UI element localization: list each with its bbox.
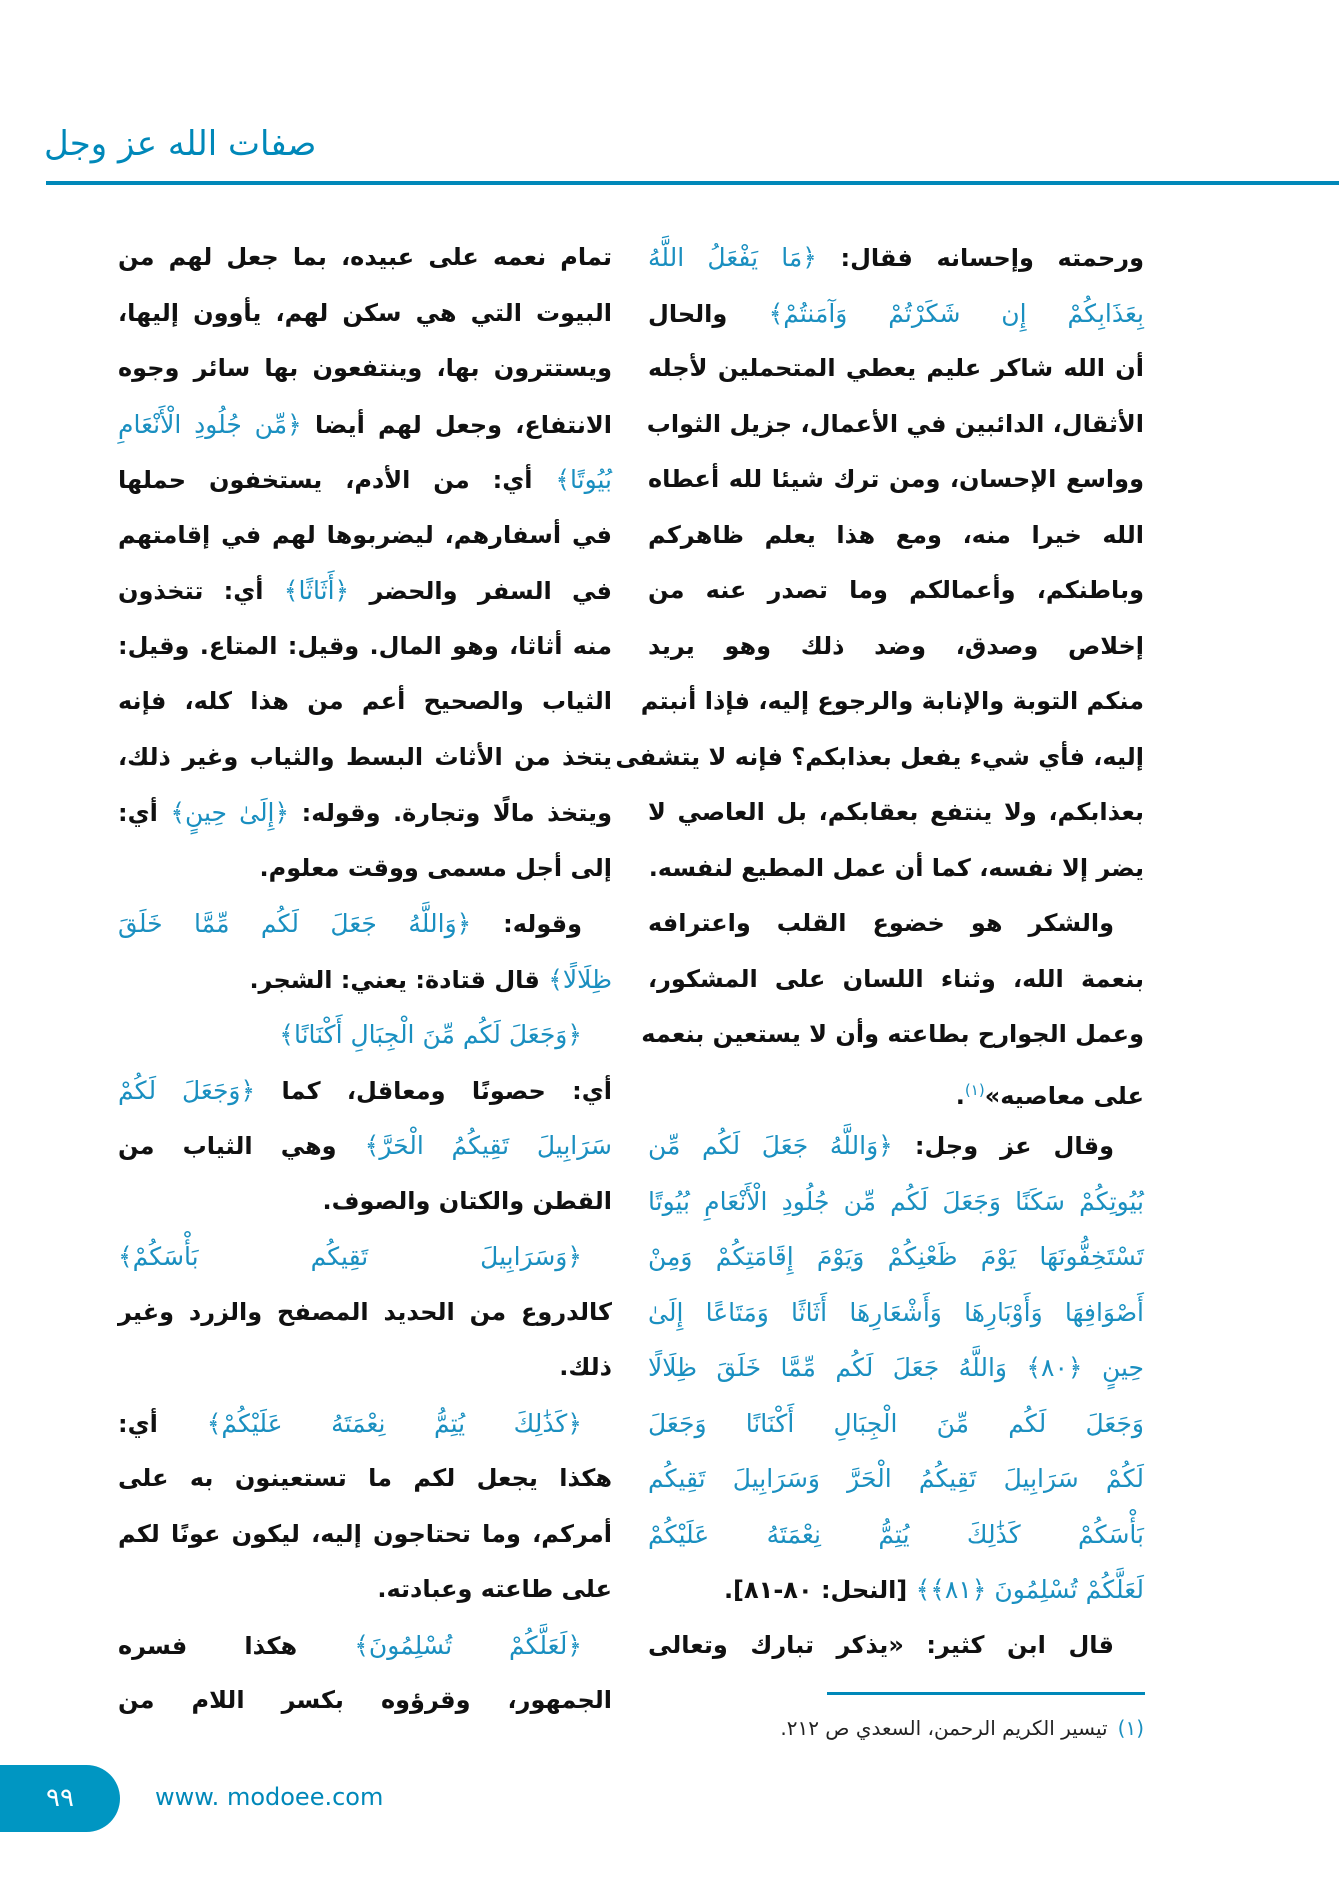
text-line	[118, 508, 612, 564]
body-text: الله خيرا منه، ومع هذا يعلم ظاهركم	[648, 520, 1144, 549]
quran-verse-text: ﴿إِلَىٰ حِينٍ﴾	[170, 798, 290, 827]
body-text: وقال عز وجل:	[892, 1132, 1114, 1160]
body-text: البيوت التي هي سكن لهم، يأوون إليها،	[118, 298, 612, 327]
text-line	[118, 952, 612, 1008]
body-text: وعمل الجوارح بطاعته وأن لا يستعين بنعمه	[641, 1020, 1144, 1048]
text-line	[641, 1007, 1144, 1063]
text-line	[648, 619, 1144, 675]
body-text: [النحل: ٨٠-٨١].	[723, 1576, 916, 1604]
text-line	[648, 1396, 1144, 1452]
body-text: إلى أجل مسمى ووقت معلوم.	[259, 853, 612, 882]
text-line	[648, 1451, 1144, 1507]
text-line	[118, 730, 612, 786]
text-line	[118, 397, 612, 453]
text-line	[640, 674, 1144, 730]
body-text: قال قتادة: يعني: الشجر.	[249, 965, 549, 994]
footnote	[648, 1708, 1144, 1748]
body-text: في السفر والحضر	[349, 577, 612, 605]
text-line	[118, 1285, 612, 1341]
text-line	[118, 896, 612, 952]
body-text: وواسع الإحسان، ومن ترك شيئا لله أعطاه	[648, 465, 1144, 493]
body-text: ويستترون بها، وينتفعون بها سائر وجوه	[118, 354, 612, 382]
text-line	[648, 341, 1144, 397]
text-line	[648, 1285, 1144, 1341]
body-text: أن الله شاكر عليم يعطي المتحملين لأجله	[648, 354, 1144, 382]
body-text: منه أثاثا، وهو المال. وقيل: المتاع. وقيل:	[118, 631, 612, 660]
right-text-column	[615, 230, 1144, 1673]
body-text: ويتخذ مالًا وتجارة. وقوله:	[289, 799, 612, 827]
body-text: القطن والكتان والصوف.	[322, 1186, 612, 1215]
body-text: أي: تتخذون	[118, 577, 284, 605]
quran-verse-text: ﴿مَا يَفْعَلُ اللَّهُ	[648, 243, 817, 272]
body-text: هكذا فسره	[118, 1631, 355, 1660]
body-text: ذلك.	[559, 1353, 612, 1381]
text-line	[648, 1063, 1144, 1119]
text-line	[648, 841, 1144, 897]
quran-verse-text: ﴿وَجَعَلَ لَكُم مِّنَ الْجِبَالِ أَكْنَانًا﴾	[279, 1020, 582, 1049]
body-text: تمام نعمه على عبيده، بما جعل لهم من	[118, 243, 612, 271]
body-text: أمركم، وما تحتاجون إليه، ليكون عونًا لكم	[118, 1519, 612, 1548]
text-line	[118, 286, 612, 342]
text-line	[615, 730, 1144, 786]
quran-verse-text: ﴿مِّن جُلُودِ الْأَنْعَامِ	[118, 409, 302, 439]
body-text: وباطنكم، وأعمالكم وما تصدر عنه من	[648, 576, 1144, 604]
text-line	[648, 1340, 1144, 1396]
text-line	[648, 397, 1144, 453]
text-line	[118, 1174, 612, 1230]
body-text: يتخذ من الأثاث البسط والثياب وغير ذلك،	[118, 742, 612, 771]
quran-verse-text: ﴿لَعَلَّكُمْ تُسْلِمُونَ﴾	[354, 1630, 583, 1660]
text-line	[118, 1007, 612, 1063]
text-line	[118, 1673, 612, 1729]
quran-verse-text: بُيُوتًا﴾	[555, 465, 612, 494]
text-line	[648, 1507, 1144, 1563]
text-line	[648, 1229, 1144, 1285]
text-line	[118, 563, 612, 619]
text-line	[118, 674, 612, 730]
quran-verse-text: ظِلَالًا﴾	[548, 964, 612, 994]
footnote-reference: (١)	[964, 1080, 985, 1099]
left-text-column	[118, 230, 612, 1729]
body-text: كالدروع من الحديد المصفح والزرد وغير	[118, 1297, 612, 1326]
text-line	[648, 1174, 1144, 1230]
text-line	[118, 841, 612, 897]
page-number-badge	[0, 1765, 120, 1832]
page-number: ٩٩	[46, 1783, 74, 1813]
quran-verse-text: أَصْوَافِهَا وَأَوْبَارِهَا وَأَشْعَارِهَا أَثَاثًا وَمَتَاعًا إِلَىٰ	[648, 1297, 1144, 1327]
body-text: الجمهور، وقرؤوه بكسر اللام من	[118, 1686, 612, 1714]
header-divider	[46, 181, 1339, 185]
body-text: بعذابكم، ولا ينتفع بعقابكم، بل العاصي لا	[648, 798, 1144, 826]
body-text: على معاصيه»	[984, 1081, 1144, 1110]
quran-verse-text: لَكُمْ سَرَابِيلَ تَقِيكُمُ الْحَرَّ وَسَرَابِيلَ تَقِيكُم	[648, 1464, 1144, 1493]
text-line	[648, 1118, 1144, 1174]
body-text: ورحمته وإحسانه فقال:	[816, 244, 1144, 272]
quran-verse-text: ﴿وَاللَّهُ جَعَلَ لَكُم مِّمَّا خَلَقَ	[118, 909, 472, 938]
text-line	[648, 230, 1144, 286]
text-line	[118, 341, 612, 397]
body-text: إليه، فأي شيء يفعل بعذابكم؟ فإنه لا يتشفى	[615, 742, 1144, 771]
text-line	[648, 508, 1144, 564]
body-text: الأثقال، الدائبين في الأعمال، جزيل الثواب	[646, 409, 1144, 438]
text-line	[648, 286, 1144, 342]
text-line	[648, 896, 1144, 952]
quran-verse-text: ﴿وَسَرَابِيلَ تَقِيكُم بَأْسَكُمْ﴾	[118, 1242, 582, 1271]
body-text: الثياب والصحيح أعم من هذا كله، فإنه	[118, 687, 612, 715]
body-text: بنعمة الله، وثناء اللسان على المشكور،	[648, 964, 1144, 993]
text-line	[118, 1063, 612, 1119]
body-text: والشكر هو خضوع القلب واعترافه	[648, 909, 1114, 937]
body-text: إخلاص وصدق، وضد ذلك وهو يريد	[648, 631, 1144, 660]
quran-verse-text: حِينٍ ﴿٨٠﴾ وَاللَّهُ جَعَلَ لَكُم مِّمَّا خَلَقَ ظِلَالًا	[648, 1353, 1144, 1382]
body-text: أي: حصونًا ومعاقل، كما	[255, 1076, 613, 1105]
body-text: منكم التوبة والإنابة والرجوع إليه، فإذا أنبتم	[640, 687, 1144, 715]
body-text: وقوله:	[471, 910, 582, 938]
quran-verse-text: لَعَلَّكُمْ تُسْلِمُونَ ﴿٨١﴾﴾	[915, 1575, 1144, 1604]
text-line	[118, 1451, 612, 1507]
text-line	[648, 1618, 1144, 1674]
quran-verse-text: سَرَابِيلَ تَقِيكُمُ الْحَرَّ﴾	[364, 1131, 612, 1160]
quran-verse-text: ﴿كَذَٰلِكَ يُتِمُّ نِعْمَتَهُ عَلَيْكُمْ﴾	[206, 1408, 582, 1438]
text-line	[118, 1229, 612, 1285]
text-line	[648, 1562, 1144, 1618]
footnote-text: تيسير الكريم الرحمن، السعدي ص ٢١٢.	[780, 1716, 1108, 1740]
body-text: أي:	[118, 799, 171, 827]
text-line	[118, 1562, 612, 1618]
quran-verse-text: تَسْتَخِفُّونَهَا يَوْمَ ظَعْنِكُمْ وَيَوْمَ إِقَامَتِكُمْ وَمِنْ	[648, 1242, 1144, 1271]
body-text: يضر إلا نفسه، كما أن عمل المطيع لنفسه.	[648, 853, 1144, 882]
body-text: .	[955, 1081, 965, 1110]
quran-verse-text: ﴿أَثَاثًا﴾	[283, 576, 350, 605]
quran-verse-text: ﴿وَجَعَلَ لَكُمْ	[118, 1075, 256, 1105]
text-line	[648, 952, 1144, 1008]
footer-url: www. modoee.com	[155, 1783, 384, 1811]
text-line	[118, 1507, 612, 1563]
text-line	[118, 1340, 612, 1396]
quran-verse-text: بُيُوتِكُمْ سَكَنًا وَجَعَلَ لَكُم مِّن جُلُودِ الْأَنْعَامِ بُيُوتًا	[648, 1186, 1144, 1216]
quran-verse-text: بَأْسَكُمْ كَذَٰلِكَ يُتِمُّ نِعْمَتَهُ عَلَيْكُمْ	[648, 1519, 1144, 1549]
body-text: في أسفارهم، ليضربوها لهم في إقامتهم	[118, 520, 612, 549]
quran-verse-text: وَجَعَلَ لَكُم مِّنَ الْجِبَالِ أَكْنَانًا وَجَعَلَ	[648, 1408, 1144, 1438]
quran-verse-text: ﴿وَاللَّهُ جَعَلَ لَكُم مِّن	[648, 1131, 893, 1160]
text-line	[648, 452, 1144, 508]
text-line	[648, 785, 1144, 841]
running-header-title: صفات الله عز وجل	[44, 124, 317, 164]
text-line	[648, 563, 1144, 619]
text-line	[118, 619, 612, 675]
body-text: والحال	[648, 299, 769, 328]
body-text: وهي الثياب من	[118, 1132, 365, 1160]
body-text: أي: من الأدم، يستخفون حملها	[118, 466, 556, 494]
body-text: أي:	[118, 1409, 207, 1438]
footnote-number: (١)	[1117, 1716, 1144, 1740]
text-line	[118, 230, 612, 286]
body-text: الانتفاع، وجعل لهم أيضا	[301, 410, 612, 439]
body-text: قال ابن كثير: «يذكر تبارك وتعالى	[648, 1630, 1114, 1659]
text-line	[118, 785, 612, 841]
quran-verse-text: بِعَذَابِكُمْ إِن شَكَرْتُمْ وَآمَنتُمْ﴾	[768, 298, 1144, 328]
text-line	[118, 1618, 612, 1674]
text-line	[118, 1396, 612, 1452]
body-text: هكذا يجعل لكم ما تستعينون به على	[118, 1464, 612, 1492]
text-line	[118, 452, 612, 508]
footnote-divider	[827, 1692, 1145, 1695]
text-line	[118, 1118, 612, 1174]
body-text: على طاعته وعبادته.	[377, 1575, 612, 1603]
